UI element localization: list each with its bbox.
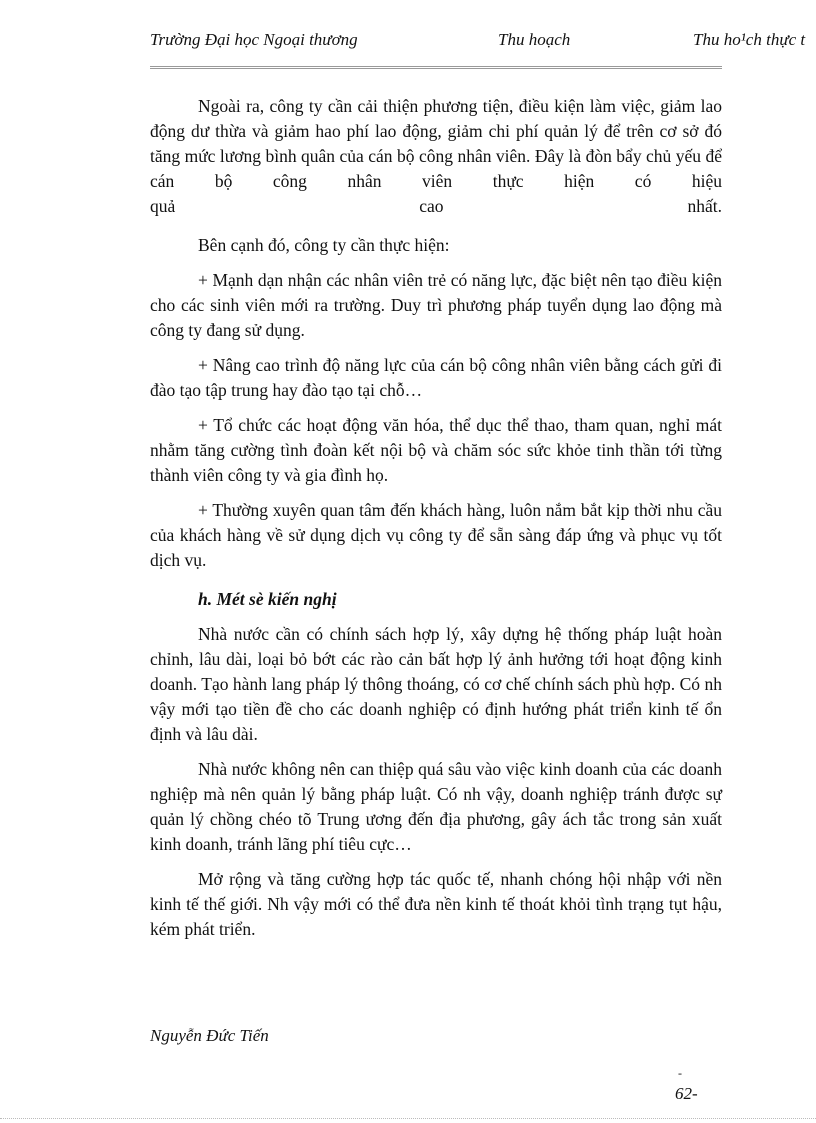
paragraph-6: + Thường xuyên quan tâm đến khách hàng, luôn nắm bắt kịp thời nhu cầu của khách hàng về sử dụng dịch vụ công ty để sẵn sàng đáp ứng và phục vụ tốt dịch vụ. xyxy=(150,500,722,570)
header-title: Thu hoạch xyxy=(498,30,571,49)
header-university: Trường Đại học Ngoại thương xyxy=(150,30,358,49)
bottom-border xyxy=(0,1118,816,1119)
paragraph-8: Nhà nước không nên can thiệp quá sâu vào việc kinh doanh của các doanh nghiệp mà nên quản lý bằng pháp luật. Có nh vậy, doanh nghiệp tránh được sự quản lý chồng chéo tõ Trung ương đến địa phương, gây ách tắc trong sản xuất kinh doanh, tránh lãng phí tiêu cực… xyxy=(150,759,722,854)
page-number: 62- xyxy=(675,1084,698,1103)
paragraph-4: + Nâng cao trình độ năng lực của cán bộ công nhân viên bằng cách gửi đi đào tạo tập trung hay đào tạo tại chỗ… xyxy=(150,355,722,400)
section-heading: h. Mét sè kiến nghị xyxy=(198,589,337,609)
header-rule xyxy=(150,66,722,69)
paragraph-7: Nhà nước cần có chính sách hợp lý, xây dựng hệ thống pháp luật hoàn chỉnh, lâu dài, loại bỏ bớt các rào cản bất hợp lý ảnh hưởng tới hoạt động kinh doanh. Tạo hành lang pháp lý thông thoáng, có cơ chế chính sách phù hợp. Có nh vậy mới tạo tiền đề cho các doanh nghiệp có định hướng phát triển kinh tế ổn định và lâu dài. xyxy=(150,624,722,744)
page-header xyxy=(0,30,816,56)
paragraph-9: Mở rộng và tăng cường hợp tác quốc tế, nhanh chóng hội nhập với nền kinh tế thế giới. Nh vậy mới có thể đưa nền kinh tế thoát khỏi tình trạng tụt hậu, kém phát triển. xyxy=(150,869,722,939)
paragraph-3: + Mạnh dạn nhận các nhân viên trẻ có năng lực, đặc biệt nên tạo điều kiện cho các sinh viên mới ra trường. Duy trì phương pháp tuyển dụng lao động mà công ty đang sử dụng. xyxy=(150,270,722,340)
paragraph-1: Ngoài ra, công ty cần cải thiện phương tiện, điều kiện làm việc, giảm lao động dư thừa và giảm hao phí lao động, giảm chi phí quản lý để trên cơ sở đó tăng mức lương bình quân của cán bộ công nhân viên. Đây là đòn bẩy chủ yếu để cán bộ công nhân viên thực hiện có hiệu xyxy=(150,96,722,191)
document-body xyxy=(150,94,722,952)
header-subtitle: Thu ho¹ch thực t xyxy=(693,30,806,49)
paragraph-1-tail: quả cao nhất. xyxy=(150,196,722,216)
author-name: Nguyễn Đức Tiến xyxy=(150,1026,269,1045)
paragraph-5: + Tổ chức các hoạt động văn hóa, thể dục thể thao, tham quan, nghỉ mát nhằm tăng cường tình đoàn kết nội bộ và chăm sóc sức khỏe tinh thần tới từng thành viên công ty và gia đình họ. xyxy=(150,415,722,485)
page-number-dash: - xyxy=(678,1066,682,1080)
paragraph-2: Bên cạnh đó, công ty cần thực hiện: xyxy=(198,235,450,255)
